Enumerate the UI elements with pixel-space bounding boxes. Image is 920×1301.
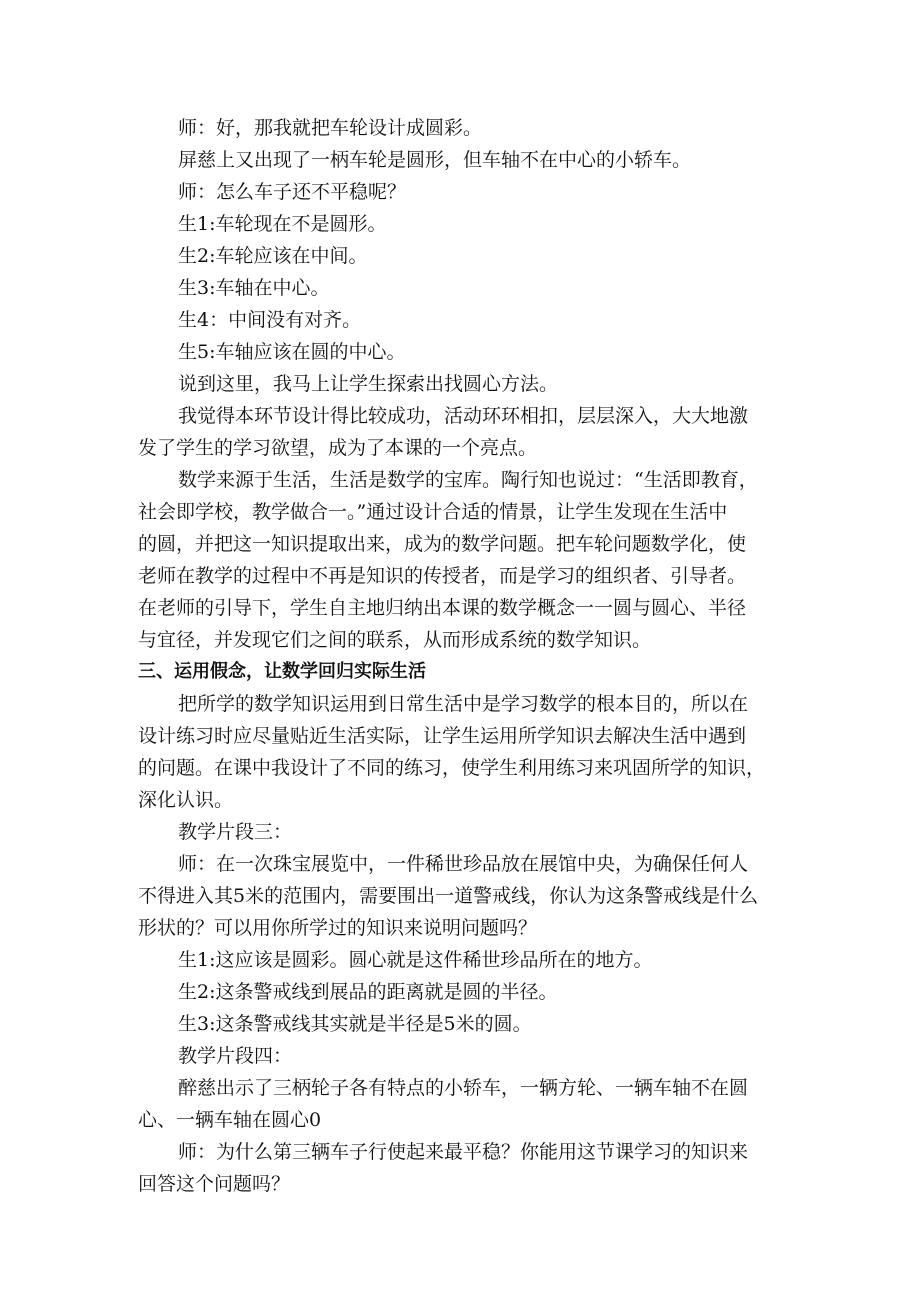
paragraph-line: 的圆，并把这一知识提取出来，成为的数学问题。把车轮问题数学化，使: [138, 533, 747, 555]
paragraph-line: 数学来源于生活，生活是数学的宝库。陶行知也说过：“生活即教育，: [178, 469, 758, 491]
paragraph-line: 社会即学校，教学做合一。”通过设计合适的情景，让学生发现在生活中: [138, 501, 728, 523]
paragraph-line: 把所学的数学知识运用到日常生活中是学习数学的根本目的，所以在: [178, 693, 749, 715]
paragraph-line: 老师在教学的过程中不再是知识的传授者，而是学习的组织者、引导者。: [138, 565, 747, 587]
student-answer: 生1:这应该是圆彩。圆心就是这件稀世珍品所在的地方。: [178, 949, 653, 971]
student-answer: 生1:车轮现在不是圆形。: [178, 213, 387, 235]
dialogue-line: 不得进入其5米的范围内，需要围出一道警戒线，你认为这条警戒线是什么: [138, 885, 759, 907]
narration-line: 醉慈出示了三柄轮子各有特点的小轿车，一辆方轮、一辆车轴不在圆: [178, 1077, 749, 1099]
student-answer: 生4：中间没有对齐。: [178, 309, 362, 331]
paragraph-line: 深化认识。: [138, 789, 234, 811]
paragraph-line: 的问题。在课中我设计了不同的练习，使学生利用练习来巩固所学的知识，: [138, 757, 766, 779]
paragraph-line: 我觉得本环节设计得比较成功，活动环环相扣，层层深入，大大地激: [178, 405, 749, 427]
narration-line: 屏慈上又出现了一柄车轮是圆形，但车轴不在中心的小轿车。: [178, 149, 692, 171]
paragraph-line: 发了学生的学习欲望，成为了本课的一个亮点。: [138, 437, 538, 459]
dialogue-line: 师：好，那我就把车轮设计成圆彩。: [178, 117, 483, 139]
segment-label: 教学片段四：: [178, 1045, 293, 1067]
student-answer: 生5:车轴应该在圆的中心。: [178, 341, 406, 363]
paragraph-line: 设计练习时应尽量贴近生活实际，让学生运用所学知识去解决生活中遇到: [138, 725, 747, 747]
student-answer: 生2:车轮应该在中间。: [178, 245, 368, 267]
student-answer: 生3:车轴在中心。: [178, 277, 330, 299]
dialogue-line: 师：怎么车子还不平稳呢？: [178, 181, 407, 203]
dialogue-line: 师：为什么第三辆车子行使起来最平稳？你能用这节课学习的知识来: [178, 1141, 749, 1163]
student-answer: 生2:这条警戒线到展品的距离就是圆的半径。: [178, 981, 558, 1003]
paragraph-line: 在老师的引导下，学生自主地归纳出本课的数学概念一一圆与圆心、半径: [138, 597, 747, 619]
dialogue-line: 师：在一次珠宝展览中，一件稀世珍品放在展馆中央，为确保任何人: [178, 853, 749, 875]
narration-line: 说到这里，我马上让学生探索出找圆心方法。: [178, 373, 559, 395]
segment-label: 教学片段三：: [178, 821, 293, 843]
section-heading: 三、运用假念，让数学回归实际生活: [138, 661, 426, 682]
narration-line: 心、一辆车轴在圆心0: [138, 1109, 322, 1131]
dialogue-line: 形状的？可以用你所学过的知识来说明问题吗？: [138, 917, 538, 939]
student-answer: 生3:这条警戒线其实就是半径是5米的圆。: [178, 1013, 532, 1035]
paragraph-line: 与宜径，并发现它们之间的联系，从而形成系统的数学知识。: [138, 629, 652, 651]
dialogue-line: 回答这个问题吗？: [138, 1173, 291, 1195]
